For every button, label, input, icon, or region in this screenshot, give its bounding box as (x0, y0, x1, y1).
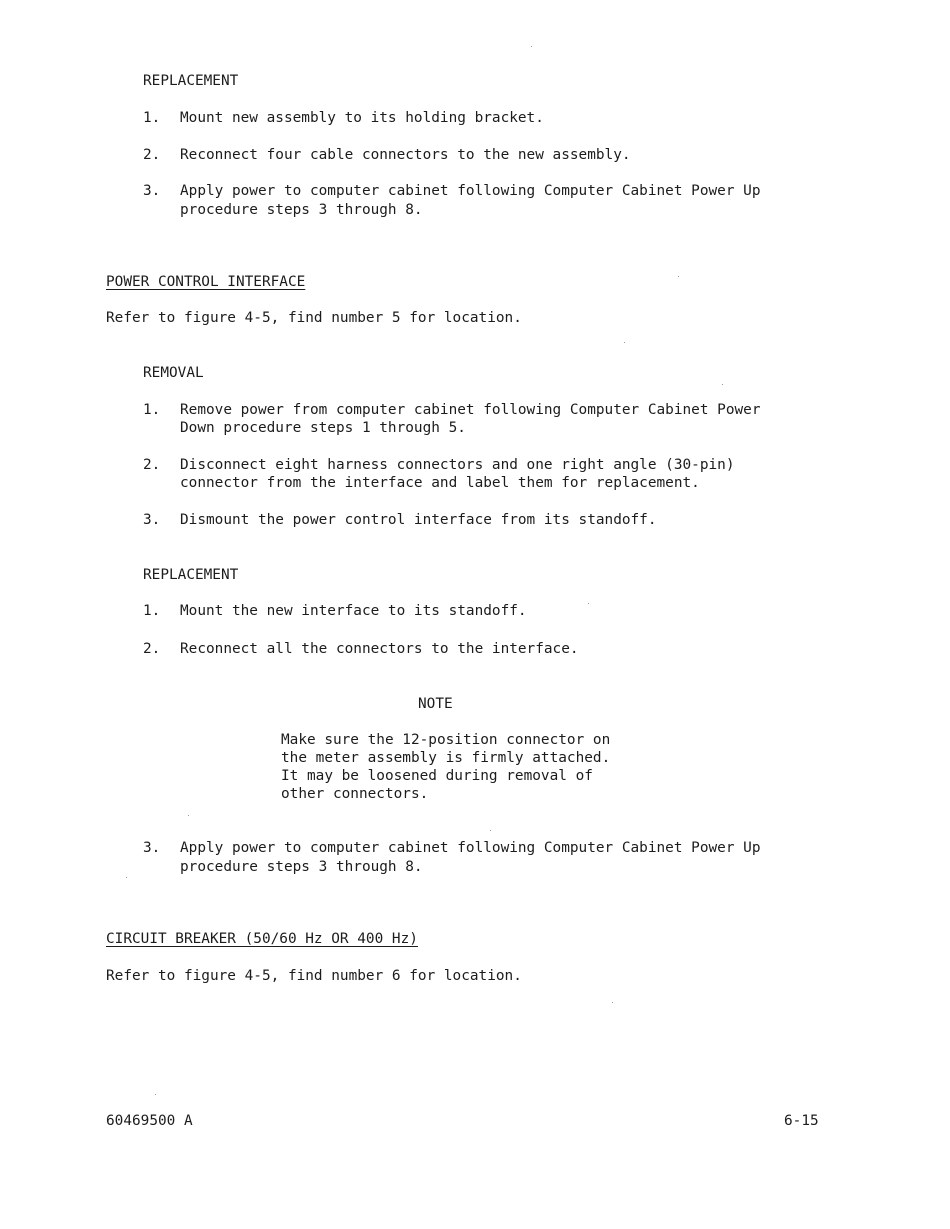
scan-speck (126, 877, 127, 878)
step-text-line2: Down procedure steps 1 through 5. (180, 420, 466, 436)
note-line: other connectors. (281, 786, 429, 802)
note-line: the meter assembly is firmly attached. (281, 750, 611, 766)
step-text: Reconnect four cable connectors to the new assembly. (180, 147, 631, 163)
scan-speck (188, 815, 189, 816)
step-number: 3. (143, 512, 161, 528)
document-number: 60469500 A (106, 1113, 193, 1129)
note-label: NOTE (418, 696, 453, 712)
step-number: 3. (143, 840, 161, 856)
replacement-heading: REPLACEMENT (143, 567, 239, 583)
step-text-line2: procedure steps 3 through 8. (180, 859, 423, 875)
scan-speck (531, 46, 532, 47)
scan-speck (612, 1002, 613, 1003)
step-text-line1: Remove power from computer cabinet following Computer Cabinet Power (180, 402, 761, 418)
note-line: It may be loosened during removal of (281, 768, 593, 784)
step-text-line2: connector from the interface and label them for replacement. (180, 475, 700, 491)
scan-speck (588, 603, 589, 604)
step-text: Mount the new interface to its standoff. (180, 603, 527, 619)
section-heading-circuit-breaker: CIRCUIT BREAKER (50/60 Hz OR 400 Hz) (106, 931, 418, 947)
scan-speck (490, 830, 491, 831)
step-text: Mount new assembly to its holding bracket. (180, 110, 544, 126)
scan-speck (155, 1094, 156, 1095)
step-text-line1: Disconnect eight harness connectors and one right angle (30-pin) (180, 457, 735, 473)
step-text-line1: Apply power to computer cabinet following Computer Cabinet Power Up (180, 183, 761, 199)
section-heading-power-control-interface: POWER CONTROL INTERFACE (106, 274, 306, 290)
scan-speck (678, 276, 679, 277)
scan-speck (624, 342, 625, 343)
replacement-heading: REPLACEMENT (143, 73, 239, 89)
scan-speck (722, 384, 723, 385)
step-text-line1: Apply power to computer cabinet following Computer Cabinet Power Up (180, 840, 761, 856)
note-line: Make sure the 12-position connector on (281, 732, 611, 748)
step-text: Dismount the power control interface from its standoff. (180, 512, 657, 528)
location-reference: Refer to figure 4-5, find number 5 for location. (106, 310, 522, 326)
step-number: 1. (143, 603, 161, 619)
location-reference: Refer to figure 4-5, find number 6 for location. (106, 968, 522, 984)
removal-heading: REMOVAL (143, 365, 204, 381)
step-number: 2. (143, 457, 161, 473)
step-number: 3. (143, 183, 161, 199)
step-number: 2. (143, 147, 161, 163)
step-text-line2: procedure steps 3 through 8. (180, 202, 423, 218)
step-number: 2. (143, 641, 161, 657)
page-number: 6-15 (784, 1113, 819, 1129)
step-text: Reconnect all the connectors to the interface. (180, 641, 579, 657)
step-number: 1. (143, 402, 161, 418)
step-number: 1. (143, 110, 161, 126)
